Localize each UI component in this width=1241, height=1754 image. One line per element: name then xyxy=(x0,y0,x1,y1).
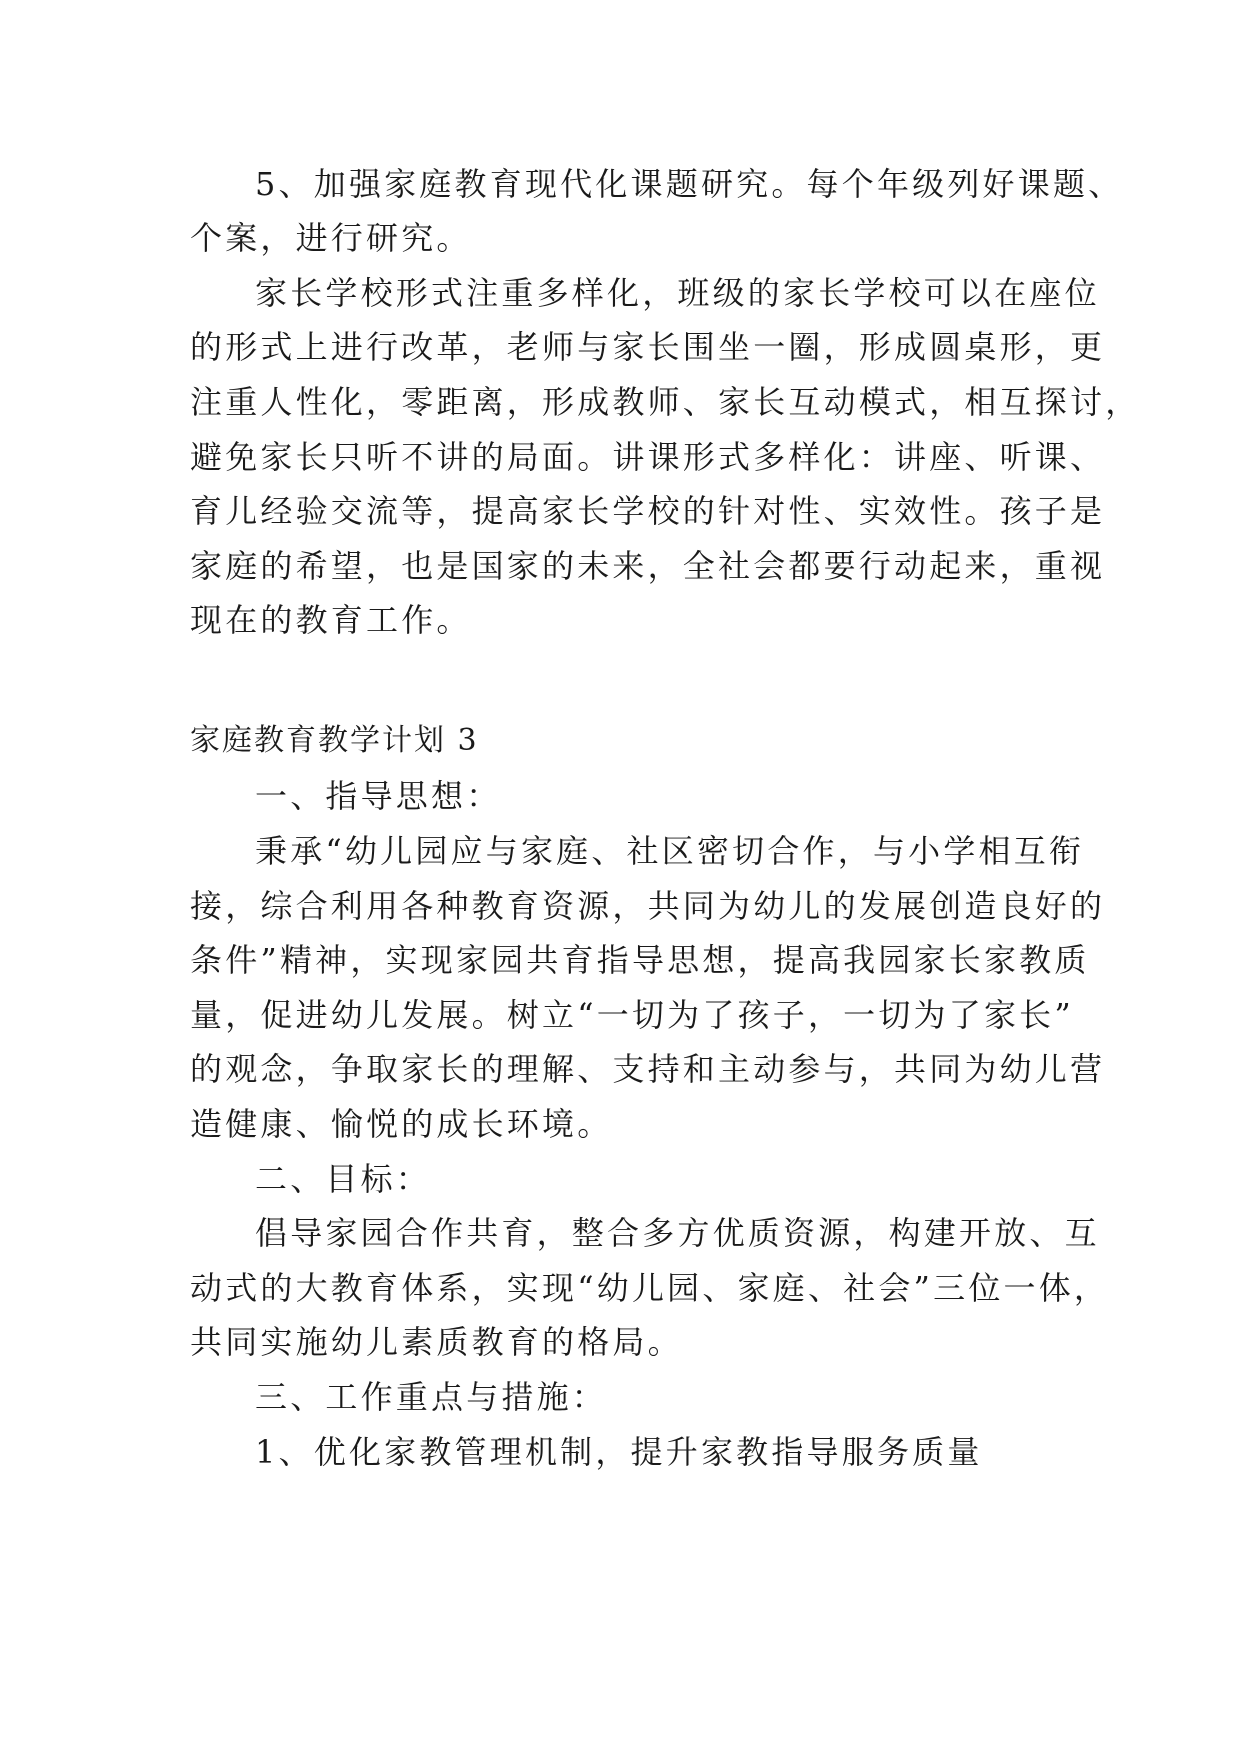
paragraph-line: 量，促进幼儿发展。树立“一切为了孩子，一切为了家长” xyxy=(190,996,1074,1034)
paragraph-line: 育儿经验交流等，提高家长学校的针对性、实效性。孩子是 xyxy=(190,492,1106,530)
paragraph-line: 接，综合利用各种教育资源，共同为幼儿的发展创造良好的 xyxy=(190,887,1106,925)
paragraph-line: 家庭的希望，也是国家的未来，全社会都要行动起来，重视 xyxy=(190,547,1106,585)
paragraph-line: 1、优化家教管理机制，提升家教指导服务质量 xyxy=(255,1433,983,1471)
paragraph-line: 现在的教育工作。 xyxy=(190,601,472,639)
subheading: 一、指导思想： xyxy=(255,777,502,815)
paragraph-line: 家长学校形式注重多样化，班级的家长学校可以在座位 xyxy=(255,274,1100,312)
paragraph-line: 造健康、愉悦的成长环境。 xyxy=(190,1105,613,1143)
paragraph-line: 的观念，争取家长的理解、支持和主动参与，共同为幼儿营 xyxy=(190,1050,1106,1088)
section-title: 家庭教育教学计划 3 xyxy=(190,723,479,758)
paragraph-line: 的形式上进行改革，老师与家长围坐一圈，形成圆桌形，更 xyxy=(190,328,1106,366)
paragraph-line: 动式的大教育体系，实现“幼儿园、家庭、社会”三位一体， xyxy=(190,1269,1110,1307)
paragraph-line: 条件”精神，实现家园共育指导思想，提高我园家长家教质 xyxy=(190,941,1090,979)
subheading: 二、目标： xyxy=(255,1160,432,1198)
paragraph-line: 个案，进行研究。 xyxy=(190,219,472,257)
paragraph-line: 秉承“幼儿园应与家庭、社区密切合作，与小学相互衔 xyxy=(255,832,1085,870)
paragraph-line: 5、加强家庭教育现代化课题研究。每个年级列好课题、 xyxy=(255,165,1124,203)
subheading: 三、工作重点与措施： xyxy=(255,1378,608,1416)
paragraph-line: 共同实施幼儿素质教育的格局。 xyxy=(190,1323,683,1361)
paragraph-line: 避免家长只听不讲的局面。讲课形式多样化：讲座、听课、 xyxy=(190,438,1106,476)
paragraph-line: 注重人性化，零距离，形成教师、家长互动模式，相互探讨， xyxy=(190,383,1141,421)
paragraph-line: 倡导家园合作共育，整合多方优质资源，构建开放、互 xyxy=(255,1214,1100,1252)
